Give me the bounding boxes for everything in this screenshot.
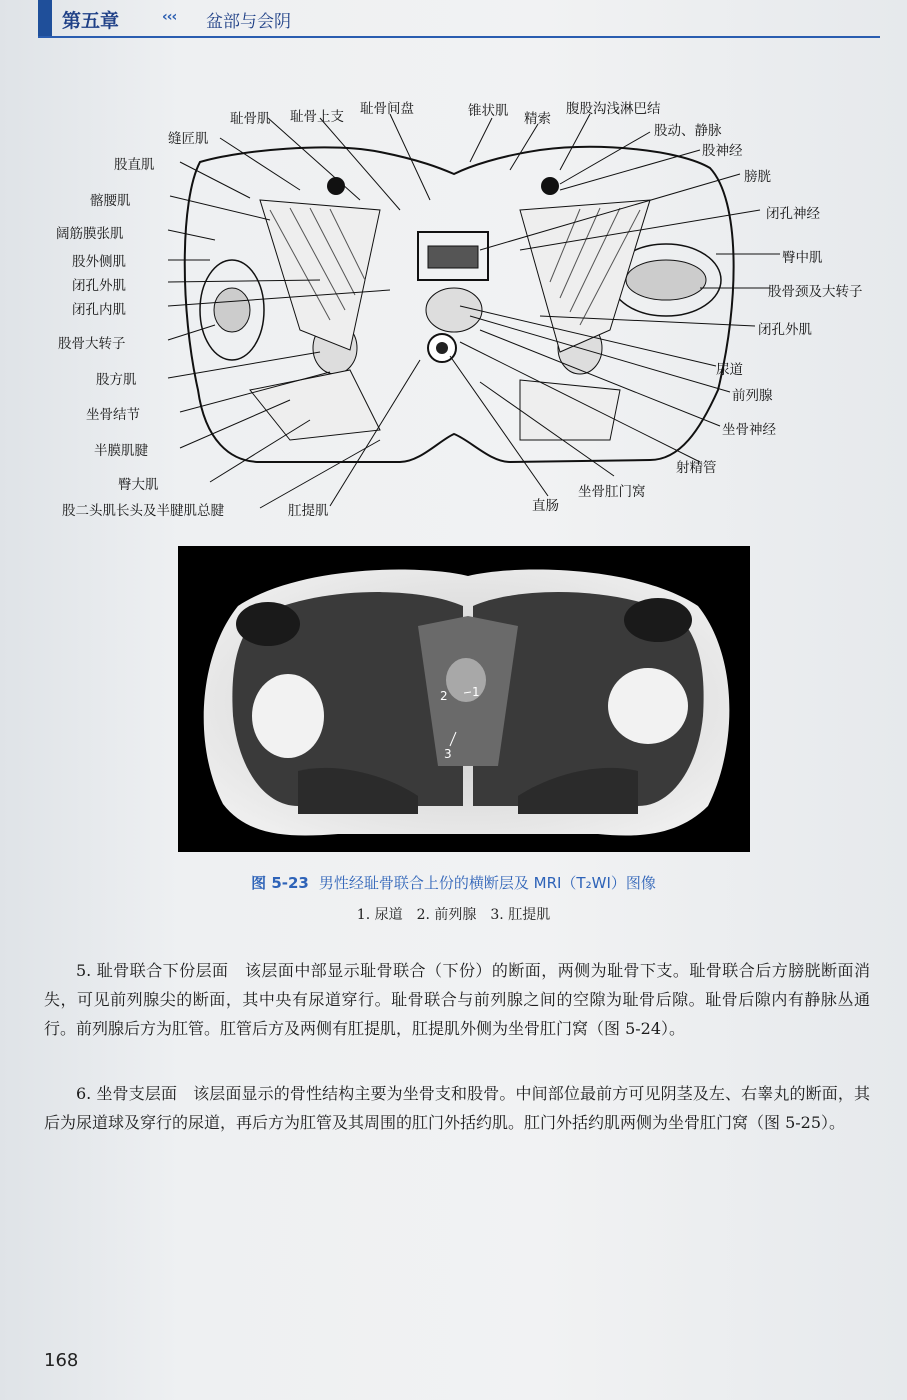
label-rectus-femoris: 股直肌 <box>114 157 155 173</box>
label-obturator-nerve: 闭孔神经 <box>766 206 820 222</box>
label-vastus-lateralis: 股外侧肌 <box>72 254 126 270</box>
label-prostate: 前列腺 <box>732 388 773 404</box>
caption-text: 男性经耻骨联合上份的横断层及 MRI（T₂WI）图像 <box>318 874 656 892</box>
label-greater-trochanter: 股骨大转子 <box>58 336 126 352</box>
label-obturator-externus-right: 闭孔外肌 <box>758 322 812 338</box>
label-sciatic-nerve: 坐骨神经 <box>722 422 776 438</box>
header-rule <box>38 36 880 38</box>
anatomy-drawing <box>0 90 907 520</box>
caption-number: 图 5-23 <box>251 874 309 892</box>
page-number: 168 <box>44 1350 79 1371</box>
label-gluteus-medius: 臀中肌 <box>782 250 823 266</box>
mri-mark-2: 2 <box>440 689 448 703</box>
label-ischial-tuberosity: 坐骨结节 <box>86 407 140 423</box>
label-bladder: 膀胱 <box>744 169 771 185</box>
label-interpubic-disc: 耻骨间盘 <box>360 101 414 117</box>
mri-mark-1: 1 <box>472 685 480 699</box>
label-spermatic-cord: 精索 <box>524 111 551 127</box>
label-tensor-fasciae-latae: 阔筋膜张肌 <box>56 226 124 242</box>
paragraph-pubic-symphysis-lower: 5. 耻骨联合下份层面 该层面中部显示耻骨联合（下份）的断面，两侧为耻骨下支。耻骨联合后方膀胱断面消失，可见前列腺尖的断面，其中央有尿道穿行。耻骨联合与前列腺之间的空隙为耻骨后隙。耻骨后隙内有静脉丛通行。前列腺后方为肛管。肛管后方及两侧有肛提肌，肛提肌外侧为坐骨肛门窝（图 5-24）。 <box>44 961 870 1038</box>
label-ischioanal-fossa: 坐骨肛门窝 <box>578 484 646 500</box>
label-levator-ani: 肛提肌 <box>288 503 329 519</box>
section-title: 盆部与会阴 <box>206 12 291 32</box>
label-rectum: 直肠 <box>532 498 559 514</box>
label-biceps-femoris-tendon: 股二头肌长头及半腱肌总腱 <box>62 503 224 519</box>
chapter-title: 第五章 <box>62 10 120 32</box>
label-urethra: 尿道 <box>716 362 743 378</box>
mri-mark-3: 3 <box>444 747 452 761</box>
figure-caption <box>0 872 907 893</box>
figure-legend: 1. 尿道 2. 前列腺 3. 肛提肌 <box>356 907 551 923</box>
label-gluteus-maximus: 臀大肌 <box>118 477 159 493</box>
label-ejaculatory-duct: 射精管 <box>676 460 717 476</box>
label-obturator-internus: 闭孔内肌 <box>72 302 126 318</box>
label-femoral-nerve: 股神经 <box>702 143 743 159</box>
paragraph-ischial-ramus: 6. 坐骨支层面 该层面显示的骨性结构主要为坐骨支和股骨。中间部位最前方可见阴茎及左、右睾丸的断面，其后为尿道球及穿行的尿道，再后方为肛管及其周围的肛门外括约肌。肛门外括约肌两侧为坐骨肛门窝（图 5-25）。 <box>44 1084 870 1132</box>
label-superior-pubic-ramus: 耻骨上支 <box>290 109 344 125</box>
label-semimembranosus-tendon: 半膜肌腱 <box>94 443 148 459</box>
label-femoral-vessels: 股动、静脉 <box>654 123 722 139</box>
label-pectineus: 耻骨肌 <box>230 111 271 127</box>
label-obturator-externus-left: 闭孔外肌 <box>72 278 126 294</box>
header-color-bar <box>38 0 52 36</box>
label-quadratus-femoris: 股方肌 <box>96 372 137 388</box>
label-sartorius: 缝匠肌 <box>168 131 209 147</box>
header-arrows-icon: ‹‹‹ <box>162 9 177 25</box>
label-pyramidalis: 锥状肌 <box>468 103 509 119</box>
mri-scan-illustration <box>178 546 750 852</box>
mri-image <box>178 546 750 852</box>
label-superficial-inguinal-lymph-nodes: 腹股沟浅淋巴结 <box>566 101 661 117</box>
label-femoral-neck-trochanter: 股骨颈及大转子 <box>768 284 863 300</box>
label-iliopsoas: 髂腰肌 <box>90 193 131 209</box>
